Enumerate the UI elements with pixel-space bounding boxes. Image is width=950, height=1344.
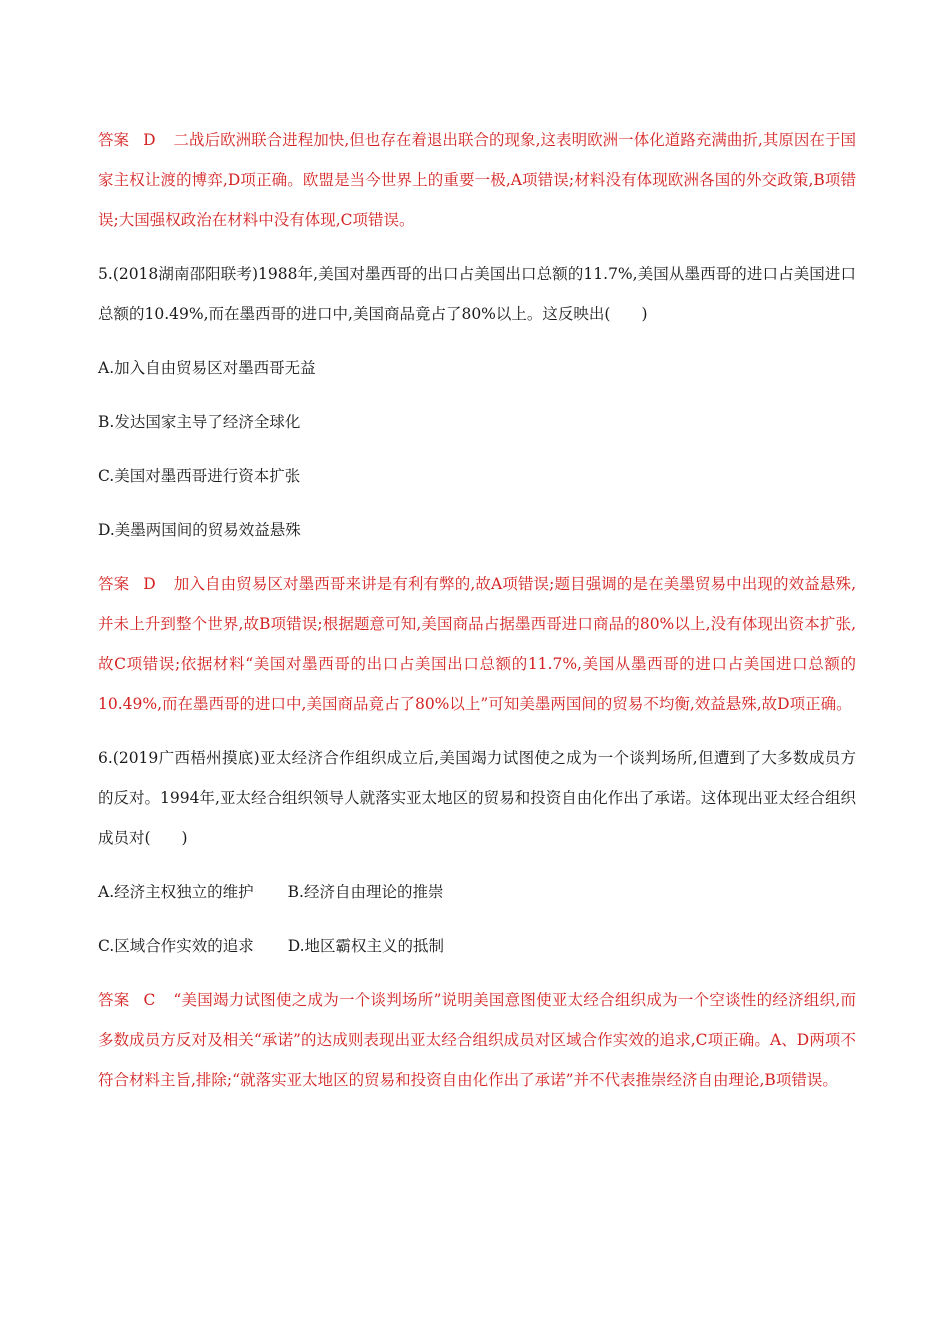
question-6-option-d: D.地区霸权主义的抵制 xyxy=(287,937,445,955)
question-6-options-row-1 xyxy=(98,872,856,912)
question-6-option-b: B.经济自由理论的推崇 xyxy=(287,883,444,901)
answer-label: 答案 xyxy=(98,575,130,593)
question-6-option-c: C.区域合作实效的追求 xyxy=(98,937,254,955)
question-5-stem: 5.(2018湖南邵阳联考)1988年,美国对墨西哥的出口占美国出口总额的11.7%,美国从墨西哥的进口占美国进口总额的10.49%,而在墨西哥的进口中,美国商品竟占了80%以上。这反映出( ) xyxy=(98,265,856,323)
answer-6 xyxy=(98,980,856,1100)
document-page xyxy=(98,120,856,1100)
question-5-option-b: B.发达国家主导了经济全球化 xyxy=(98,413,301,431)
answer-explanation: “美国竭力试图使之成为一个谈判场所”说明美国意图使亚太经合组织成为一个空谈性的经济组织,而多数成员方反对及相关“承诺”的达成则表现出亚太经合组织成员对区域合作实效的追求,C项正确。A、D两项不符合材料主旨,排除;“就落实亚太地区的贸易和投资自由化作出了承诺”并不代表推崇经济自由理论,B项错误。 xyxy=(98,991,856,1089)
answer-letter: C xyxy=(143,991,156,1009)
question-5-option-c: C.美国对墨西哥进行资本扩张 xyxy=(98,467,301,485)
answer-label: 答案 xyxy=(98,991,130,1009)
question-6-options-row-2 xyxy=(98,926,856,966)
question-5-option-a: A.加入自由贸易区对墨西哥无益 xyxy=(98,359,316,377)
answer-explanation: 二战后欧洲联合进程加快,但也存在着退出联合的现象,这表明欧洲一体化道路充满曲折,其原因在于国家主权让渡的博弈,D项正确。欧盟是当今世界上的重要一极,A项错误;材料没有体现欧洲各国的外交政策,B项错误;大国强权政治在材料中没有体现,C项错误。 xyxy=(98,131,856,229)
question-6-stem: 6.(2019广西梧州摸底)亚太经济合作组织成立后,美国竭力试图使之成为一个谈判场所,但遭到了大多数成员方的反对。1994年,亚太经合组织领导人就落实亚太地区的贸易和投资自由化作出了承诺。这体现出亚太经合组织成员对( ) xyxy=(98,749,856,847)
answer-5 xyxy=(98,564,856,724)
answer-letter: D xyxy=(143,575,156,593)
answer-4 xyxy=(98,120,856,240)
answer-explanation: 加入自由贸易区对墨西哥来讲是有利有弊的,故A项错误;题目强调的是在美墨贸易中出现的效益悬殊,并未上升到整个世界,故B项错误;根据题意可知,美国商品占据墨西哥进口商品的80%以上,没有体现出资本扩张,故C项错误;依据材料“美国对墨西哥的出口占美国出口总额的11.7%,美国从墨西哥的进口占美国进口总额的10.49%,而在墨西哥的进口中,美国商品竟占了80%以上”可知美墨两国间的贸易不均衡,效益悬殊,故D项正确。 xyxy=(98,575,856,713)
answer-letter: D xyxy=(143,131,156,149)
question-6-option-a: A.经济主权独立的维护 xyxy=(98,883,254,901)
answer-label: 答案 xyxy=(98,131,130,149)
question-5-option-d: D.美墨两国间的贸易效益悬殊 xyxy=(98,521,301,539)
